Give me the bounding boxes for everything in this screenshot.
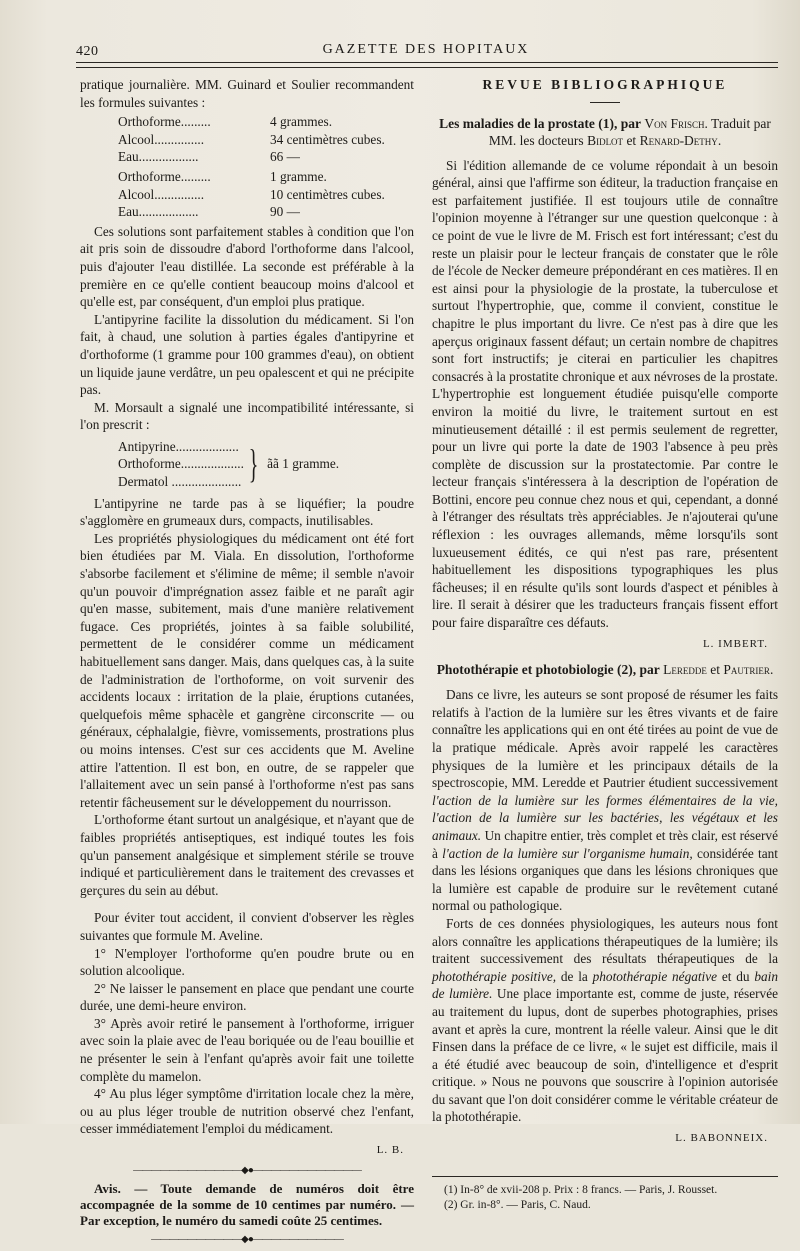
right-column xyxy=(432,76,778,1213)
paragraph: L'antipyrine ne tarde pas à se liquéfier; la poudre s'agglomère en grumeaux durs, compacts, inutilisables. xyxy=(80,495,414,529)
divider xyxy=(590,102,620,103)
footnote: (1) In-8° de xvii-208 p. Prix : 8 francs. — Paris, J. Rousset. xyxy=(444,1183,718,1196)
rule-item: 1° N'employer l'orthoforme qu'en poudre brute ou en solution alcoolique. xyxy=(80,945,414,979)
paragraph: Dans ce livre, les auteurs se sont proposé de résumer les faits relatifs à l'action de la lumière sur les êtres vivants et de faire connaître les applications qui en ont été tirées au point de vue de la pratique médicale. Après avoir rappelé les caractères physiques de la lumière et les principaux détails de la spectroscopie, MM. Leredde et Pautrier étudient successivement l'action de la lumière sur les formes élémentaires de la vie, l'action de la lumière sur les bactéries, les végétaux et les animaux. Un chapitre entier, très complet et très clair, est réservé à l'action de la lumière sur l'organisme humain, considérée tant dans les lésions organiques que dans les lésions chroniques que la lumière est capable de produire sur le revêtement cutané normal ou pathologique. xyxy=(432,687,778,914)
paragraph: Pour éviter tout accident, il convient d'observer les règles suivantes que formule M. Aveline. xyxy=(80,910,414,943)
formula-row: Eau.................. 66 — xyxy=(118,149,300,165)
footnote-rule xyxy=(432,1176,778,1177)
rule-item: 3° Après avoir retiré le pansement à l'orthoforme, irriguer avec soin la plaie avec de l'eau boriquée ou de l'eau bouillie et ne présenter le sein à l'enfant qu'après avoir fait une toilette complète du mamelon. xyxy=(80,1015,414,1084)
ornament-divider: ————————————◆●———————————— xyxy=(133,1164,361,1176)
formula-row: Eau.................. 90 — xyxy=(118,204,300,220)
left-column xyxy=(80,76,414,1251)
paragraph: Ces solutions sont parfaitement stables à condition que l'on ait pris soin de dissoudre d'abord l'orthoforme dans l'alcool, puis d'ajouter l'eau distillée. La seconde est préférable à la première en ce qu'elle contient beaucoup moins d'alcool et qu'elle est, par conséquent, d'un emploi plus pratique. xyxy=(80,223,414,310)
formula-2 xyxy=(118,168,414,221)
footnote: (2) Gr. in-8°. — Paris, C. Naud. xyxy=(444,1198,591,1211)
article-title: Les maladies de la prostate (1), par Von Frisch. Traduit par MM. les docteurs Bidlot et Renard-Dethy. xyxy=(439,115,771,148)
brace-icon: } xyxy=(248,441,259,487)
notice: Avis. — Toute demande de numéros doit être accompagnée de la somme de 10 centimes par numéro. — Par exception, le numéro du samedi coûte 25 centimes. xyxy=(80,1181,414,1229)
paragraph: M. Morsault a signalé une incompatibilité intéressante, si l'on prescrit : xyxy=(80,399,414,433)
formula-item: Orthoforme................... xyxy=(118,456,244,472)
page-header xyxy=(76,40,776,62)
paragraph: pratique journalière. MM. Guinard et Soulier recommandent les formules suivantes : xyxy=(80,77,414,110)
signature: L. IMBERT. xyxy=(702,637,768,650)
rule-item: 4° Au plus léger symptôme d'irritation locale chez la mère, ou au plus léger trouble de nutrition observé chez l'enfant, cesser immédiatement l'emploi du médicament. xyxy=(80,1086,414,1137)
formula-row: Alcool............... 34 centimètres cubes. xyxy=(118,131,385,147)
formula-item: Dermatol ..................... xyxy=(118,474,242,490)
article-title: Photothérapie et photobiologie (2), par Leredde et Pautrier. xyxy=(436,662,774,678)
rule-item: 2° Ne laisser le pansement en place que pendant une courte durée, une demi-heure environ. xyxy=(80,980,414,1014)
page-number: 420 xyxy=(76,44,99,59)
paragraph: L'antipyrine facilite la dissolution du médicament. Si l'on fait, à chaud, une solution à parties égales d'antipyrine et d'orthoforme (1 gramme pour 100 grammes d'eau), on obtient un liquide jaune verdâtre, un peu opalescent et qui ne précipite pas. xyxy=(80,311,414,398)
paragraph: Forts de ces données physiologiques, les auteurs nous font alors connaître les applications thérapeutiques de la lumière; ils traitent successivement des résultats thérapeutiques de la photothérapie positive, de la photothérapie négative et du bain de lumière. Une place importante est, comme de juste, réservée au traitement du lupus, dont de superbes photographies, prises avant et après la cure, montrent la réelle valeur. Ainsi que le dit Finsen dans la préface de ce livre, « le sujet est difficile, mais il a été étudié avec beaucoup de soin, d'intelligence et d'esprit critique. » Nous ne pouvons que souscrire à l'opinion autorisée du savant que l'on doit considérer comme le véritable créateur de la photothérapie. xyxy=(432,915,779,1125)
section-title: REVUE BIBLIOGRAPHIQUE xyxy=(482,77,728,92)
formula-row: Alcool............... 10 centimètres cubes. xyxy=(118,186,385,202)
journal-title: GAZETTE DES HOPITAUX xyxy=(322,42,530,57)
ornament-divider: ——————————◆●—————————— xyxy=(151,1234,343,1246)
signature: L. B. xyxy=(376,1144,404,1157)
formula-item: Antipyrine................... xyxy=(118,438,239,454)
paragraph: L'orthoforme étant surtout un analgésique, et n'ayant que de faibles propriétés antiseptiques, est indiqué toutes les fois qu'un pansement analgésique et simplement stérile se trouve indiqué et particulièrement dans le traitement des crevasses et gerçures du sein au début. xyxy=(80,812,414,898)
paragraph: Si l'édition allemande de ce volume répondait à un besoin général, ainsi que l'affirme son éditeur, la traduction française en est parfaitement justifiée. Il est toujours utile de connaître l'opinion moyenne à l'étranger sur une question quelconque : à ce point de vue le livre de M. Frisch est fort intéressant; c'est du reste un plaisir pour le lecteur français de constater que le rôle de l'école de Necker demeure prépondérant en ces matières. Il en est ainsi pour la physiologie de la prostate, la tuberculose et surtout l'hypertrophie, que, comme il convient, constitue le chapitre le plus important du livre. Ce n'est pas à dire que les aperçus originaux fassent défaut; un certain nombre de chapitres sont fort instructifs; je citerai en particulier les chapitres consacrés à la prostatite chronique et aux névroses de la prostate. L'hypertrophie est longuement étudiée puisqu'elle comporte environ la moitié du livre, le traitement surtout en est minutieusement détaillé : il est permis seulement de regretter, pour un livre qui porte la date de 1903 l'absence à peu près complète de discussion sur la prostatectomie. Par contre le lecteur français s'intéressera à la description de l'opération de Bottini, encore peu connue chez nous et qui, cependant, a donné à l'étranger des résultats très appréciables. Je n'ajouterai qu'une réflexion : les ouvrages allemands, même lorsqu'ils sont luxueusement édités, ce qui n'est pas rare, présentent habituellement les dispositions typographiques les plus fâcheuses; il en résulte qu'ils sont lourds d'aspect et pénibles à lire. Il serait à désirer que les traducteurs français fissent effort pour faire disparaître ces défauts. xyxy=(432,157,778,631)
header-rule xyxy=(76,62,778,68)
paragraph: Les propriétés physiologiques du médicament ont été fort bien étudiées par M. Viala. En dissolution, l'orthoforme s'absorbe facilement et s'élimine de même; il semble n'avoir qu'un pouvoir d'imprégnation assez faible et ne paraît agir qu'en masse, subitement, mais d'une manière relativement fugace. Ces propriétés, jointes à sa faible solubilité, permettent de le considérer comme un médicament habituellement sans danger. Mais, dans quelques cas, à la suite de l'administration de l'orthoforme, on voit survenir des accidents locaux : irritation de la plaie, éruptions cutanées, quelquefois même sphacèle et gangrène circonscrite — ou généraux, céphalalgie, fièvre, vomissements, prostrations plus ou moins intenses. C'est sur ces accidents que M. Aveline attire l'attention. Il est bon, en outre, de se rappeler que l'allaitement avec un sein pansé à l'orthoforme n'est pas sans retentir fâcheusement sur le développement du nourrisson. xyxy=(80,530,414,810)
formula-quantity: ãã 1 gramme. xyxy=(267,456,340,472)
formula-1 xyxy=(118,113,414,166)
signature: L. BABONNEIX. xyxy=(675,1132,768,1145)
formula-row: Orthoforme......... 1 gramme. xyxy=(118,168,327,184)
formula-3 xyxy=(118,438,414,491)
formula-row: Orthoforme......... 4 grammes. xyxy=(118,114,333,130)
